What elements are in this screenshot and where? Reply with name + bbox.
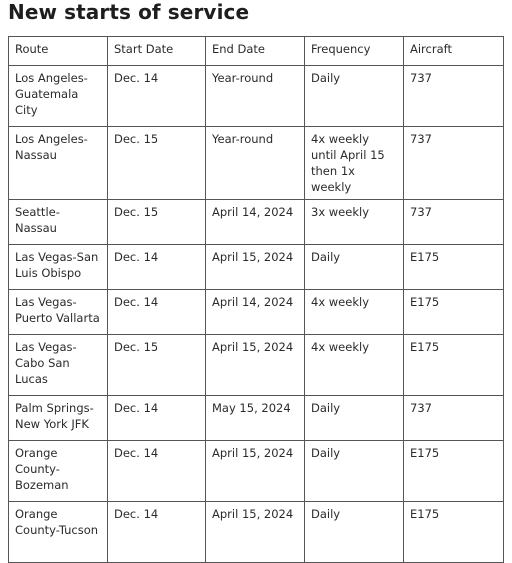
cell-route: Palm Springs-New York JFK [9,396,108,441]
cell-frequency: Daily [305,502,404,563]
cell-route: Las Vegas-Cabo San Lucas [9,335,108,396]
cell-frequency: Daily [305,396,404,441]
cell-start-date: Dec. 14 [108,245,206,290]
cell-end-date: April 15, 2024 [206,441,305,502]
table-row [9,200,504,245]
cell-start-date: Dec. 15 [108,200,206,245]
cell-frequency: 4x weekly [305,335,404,396]
cell-aircraft: E175 [404,290,504,335]
cell-frequency: Daily [305,66,404,127]
cell-frequency: 4x weekly until April 15 then 1x weekly [305,127,404,200]
table-row [9,127,504,200]
cell-aircraft: E175 [404,335,504,396]
service-table [8,36,504,563]
cell-frequency: 4x weekly [305,290,404,335]
cell-end-date: April 15, 2024 [206,502,305,563]
cell-end-date: Year-round [206,127,305,200]
cell-aircraft: 737 [404,66,504,127]
cell-start-date: Dec. 14 [108,66,206,127]
cell-start-date: Dec. 14 [108,290,206,335]
cell-route: Los Angeles-Nassau [9,127,108,200]
cell-route: Orange County-Bozeman [9,441,108,502]
cell-route: Orange County-Tucson [9,502,108,563]
header-aircraft: Aircraft [404,37,504,66]
cell-end-date: April 15, 2024 [206,335,305,396]
table-header-row [9,37,504,66]
table-row [9,396,504,441]
cell-route: Las Vegas-Puerto Vallarta [9,290,108,335]
cell-end-date: April 14, 2024 [206,200,305,245]
table-row [9,245,504,290]
page-title: New starts of service [8,0,250,24]
cell-route: Las Vegas-San Luis Obispo [9,245,108,290]
cell-frequency: Daily [305,245,404,290]
cell-end-date: April 14, 2024 [206,290,305,335]
cell-route: Los Angeles-Guatemala City [9,66,108,127]
cell-aircraft: 737 [404,200,504,245]
cell-aircraft: 737 [404,396,504,441]
table-row [9,335,504,396]
header-start-date: Start Date [108,37,206,66]
cell-end-date: April 15, 2024 [206,245,305,290]
cell-aircraft: E175 [404,245,504,290]
table-row [9,502,504,563]
cell-start-date: Dec. 15 [108,335,206,396]
cell-aircraft: E175 [404,441,504,502]
table-row [9,66,504,127]
cell-aircraft: 737 [404,127,504,200]
header-route: Route [9,37,108,66]
table-row [9,441,504,502]
cell-end-date: May 15, 2024 [206,396,305,441]
cell-start-date: Dec. 15 [108,127,206,200]
cell-aircraft: E175 [404,502,504,563]
cell-frequency: Daily [305,441,404,502]
cell-start-date: Dec. 14 [108,502,206,563]
header-frequency: Frequency [305,37,404,66]
table-row [9,290,504,335]
cell-start-date: Dec. 14 [108,441,206,502]
cell-route: Seattle-Nassau [9,200,108,245]
cell-end-date: Year-round [206,66,305,127]
header-end-date: End Date [206,37,305,66]
cell-start-date: Dec. 14 [108,396,206,441]
cell-frequency: 3x weekly [305,200,404,245]
